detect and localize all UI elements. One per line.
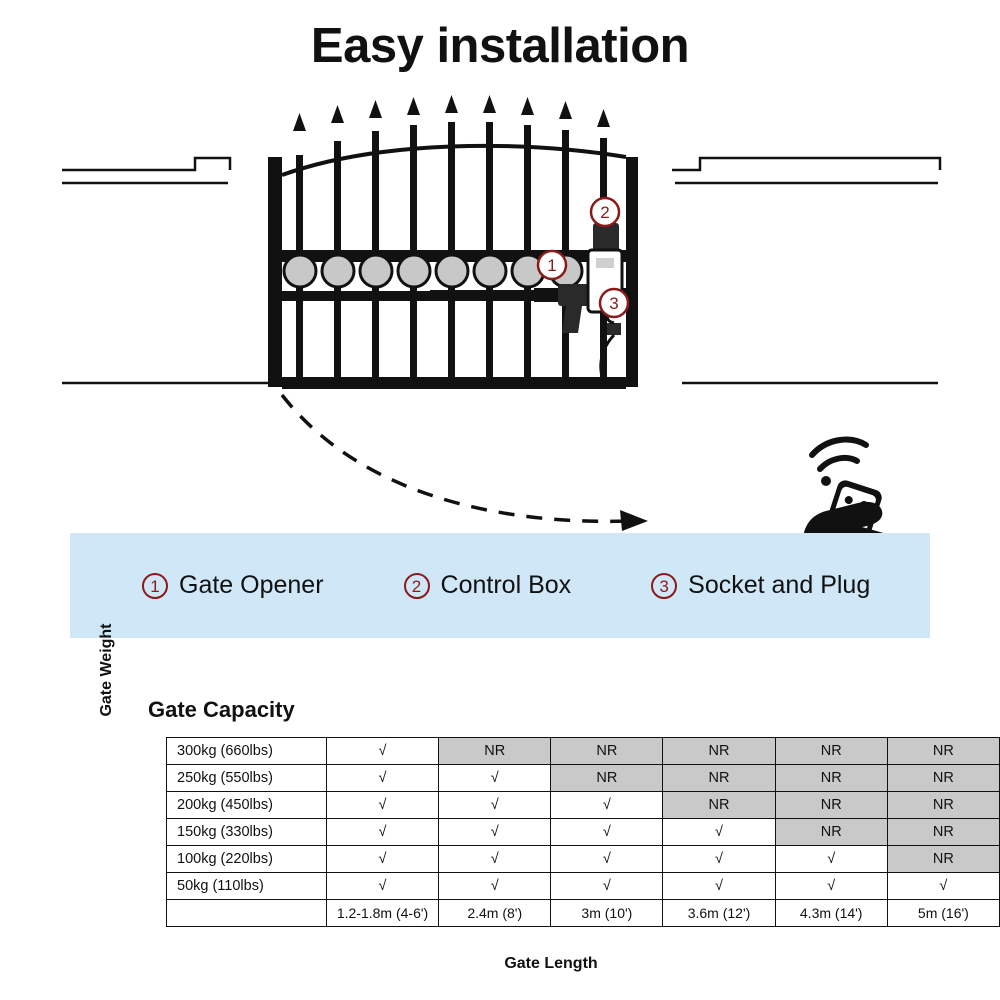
gate-capacity-table	[166, 737, 1000, 927]
gate-weight-cell: 300kg (660lbs)	[167, 738, 327, 765]
supported-cell: √	[439, 873, 551, 900]
table-row	[167, 846, 1000, 873]
not-recommended-cell: NR	[887, 819, 999, 846]
supported-cell: √	[551, 873, 663, 900]
not-recommended-cell: NR	[775, 819, 887, 846]
supported-cell: √	[439, 765, 551, 792]
supported-cell: √	[439, 792, 551, 819]
gate-weight-cell: 100kg (220lbs)	[167, 846, 327, 873]
gate-weight-cell: 250kg (550lbs)	[167, 765, 327, 792]
legend-number-1: 1	[142, 573, 168, 599]
not-recommended-cell: NR	[775, 792, 887, 819]
gate-opener-callout	[538, 251, 566, 279]
table-row	[167, 765, 1000, 792]
legend-item-socket-and-plug	[651, 571, 870, 600]
swing-arrow-head	[620, 510, 648, 531]
not-recommended-cell: NR	[663, 792, 775, 819]
gate-length-cell: 2.4m (8')	[439, 900, 551, 927]
table-row-lengths	[167, 900, 1000, 927]
table-row	[167, 738, 1000, 765]
supported-cell: √	[326, 873, 438, 900]
gate-length-axis-label: Gate Length	[504, 955, 598, 972]
gate-length-cell: 5m (16')	[887, 900, 999, 927]
legend-band	[70, 533, 930, 638]
supported-cell: √	[663, 873, 775, 900]
legend-label-1: Gate Opener	[179, 571, 324, 599]
supported-cell: √	[551, 819, 663, 846]
right-gate-post	[626, 157, 638, 387]
not-recommended-cell: NR	[439, 738, 551, 765]
legend-item-gate-opener	[142, 571, 324, 600]
supported-cell: √	[326, 765, 438, 792]
gate-panel	[282, 95, 626, 389]
control-box-callout	[591, 198, 619, 226]
gate-swing-direction-arrow	[282, 395, 630, 521]
supported-cell: √	[887, 873, 999, 900]
supported-cell: √	[326, 846, 438, 873]
gate-capacity-title: Gate Capacity	[148, 697, 295, 722]
not-recommended-cell: NR	[663, 765, 775, 792]
table-row	[167, 873, 1000, 900]
svg-text:3: 3	[609, 294, 619, 313]
supported-cell: √	[326, 819, 438, 846]
page-title: Easy installation	[310, 19, 690, 73]
not-recommended-cell: NR	[887, 792, 999, 819]
gate-length-cell: 3.6m (12')	[663, 900, 775, 927]
gate-weight-cell: 200kg (450lbs)	[167, 792, 327, 819]
gate-length-cell: 3m (10')	[551, 900, 663, 927]
supported-cell: √	[551, 846, 663, 873]
svg-text:1: 1	[547, 256, 557, 275]
not-recommended-cell: NR	[663, 738, 775, 765]
socket-plug-callout	[600, 289, 628, 317]
legend-label-2: Control Box	[440, 571, 572, 599]
supported-cell: √	[775, 846, 887, 873]
not-recommended-cell: NR	[887, 846, 999, 873]
legend-item-control-box	[404, 571, 572, 600]
table-row	[167, 792, 1000, 819]
supported-cell: √	[439, 846, 551, 873]
legend-row	[70, 533, 930, 638]
left-gate-post	[268, 157, 282, 387]
supported-cell: √	[663, 819, 775, 846]
supported-cell: √	[551, 792, 663, 819]
not-recommended-cell: NR	[551, 738, 663, 765]
supported-cell: √	[663, 846, 775, 873]
legend-number-2: 2	[404, 573, 430, 599]
gate-weight-cell: 50kg (110lbs)	[167, 873, 327, 900]
gate-length-cell: 1.2-1.8m (4-6')	[326, 900, 438, 927]
supported-cell: √	[326, 738, 438, 765]
supported-cell: √	[326, 792, 438, 819]
not-recommended-cell: NR	[551, 765, 663, 792]
not-recommended-cell: NR	[775, 738, 887, 765]
not-recommended-cell: NR	[887, 765, 999, 792]
gate-weight-cell: 150kg (330lbs)	[167, 819, 327, 846]
not-recommended-cell: NR	[775, 765, 887, 792]
table-row	[167, 819, 1000, 846]
legend-label-3: Socket and Plug	[688, 571, 871, 599]
gate-length-cell: 4.3m (14')	[775, 900, 887, 927]
supported-cell: √	[775, 873, 887, 900]
supported-cell: √	[439, 819, 551, 846]
installation-diagram	[0, 95, 1000, 535]
svg-text:2: 2	[600, 203, 610, 222]
legend-number-3: 3	[651, 573, 677, 599]
not-recommended-cell: NR	[887, 738, 999, 765]
remote-control-in-hand-icon	[803, 440, 898, 535]
corner-cell	[167, 900, 327, 927]
gate-weight-axis-label: Gate Weight	[98, 623, 115, 717]
gate-capacity-table-wrap	[166, 737, 1000, 927]
